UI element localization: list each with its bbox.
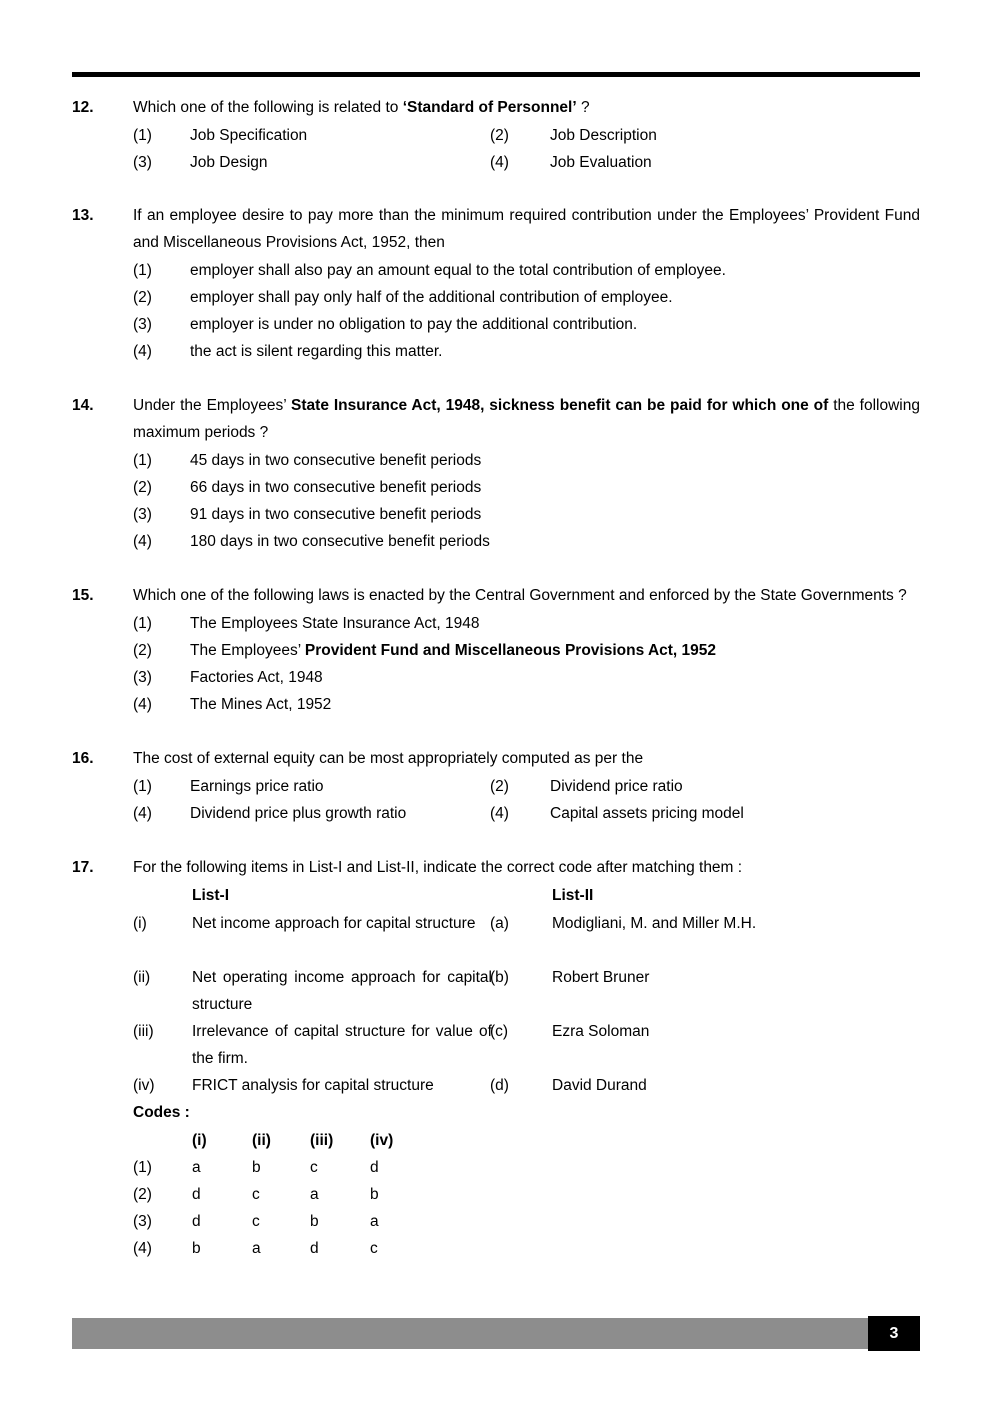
option-row[interactable] [133,284,920,311]
options-16 [72,773,920,827]
question-block-15 [72,582,920,718]
question-block-16 [72,745,920,827]
codes-table [72,1127,920,1262]
question-stem-17 [72,854,920,881]
question-number-13: 13. [72,207,94,224]
option-text-3[interactable]: 91 days in two consecutive benefit periods [190,506,482,523]
codes-value: b [192,1240,201,1257]
option-text-2-bold: Provident Fund and Miscellaneous Provisions Act, 1952 [304,642,717,659]
matching-lists [72,882,920,1099]
stem-text-15: Which one of the following laws is enacted by the Central Government and enforced by the State Governments ? [133,587,907,604]
option-text-4[interactable]: the act is silent regarding this matter. [190,343,443,360]
question-stem-15 [72,582,920,609]
option-row[interactable] [133,691,920,718]
option-text-1[interactable]: The Employees State Insurance Act, 1948 [190,615,480,632]
codes-value: d [192,1186,201,1203]
question-block-14 [72,392,920,555]
option-row[interactable] [133,447,920,474]
codes-value: c [370,1240,378,1257]
match-left-text-iii: Irrelevance of capital structure for value of the firm. [192,1023,492,1067]
option-text-1[interactable]: 45 days in two consecutive benefit periods [190,452,482,469]
question-stem-14 [72,392,920,446]
match-left-text-iv: FRICT analysis for capital structure [192,1077,434,1094]
match-letter-b: (b) [490,969,509,986]
option-row[interactable] [133,311,920,338]
match-right-text-d: David Durand [552,1077,647,1094]
footer-bar [72,1318,920,1349]
match-letter-d: (d) [490,1077,509,1094]
option-text-2[interactable]: Job Description [550,127,657,144]
option-label-1[interactable]: (1) [133,262,152,279]
codes-option-label-2[interactable]: (2) [133,1186,152,1203]
match-right-text-a: Modigliani, M. and Miller M.H. [552,915,757,932]
codes-value: a [310,1186,319,1203]
options-14 [72,447,920,555]
match-roman-i: (i) [133,915,147,932]
option-text-3[interactable]: Factories Act, 1948 [190,669,323,686]
match-letter-a: (a) [490,915,509,932]
codes-header-iii: (iii) [310,1132,334,1149]
match-row [133,1072,920,1099]
options-13 [72,257,920,365]
codes-row[interactable] [133,1208,920,1235]
question-block-13 [72,202,920,365]
codes-value: d [192,1213,201,1230]
option-row [133,149,920,176]
option-row[interactable] [133,637,920,664]
match-row [133,910,920,964]
codes-row[interactable] [133,1181,920,1208]
question-number-12: 12. [72,99,94,116]
option-label-3[interactable]: (4) [133,805,152,822]
match-left-text-ii: Net operating income approach for capital structure [192,969,492,1013]
codes-title: Codes : [133,1104,190,1121]
list-headers [133,882,920,910]
option-label-2[interactable]: (2) [133,642,152,659]
option-label-3[interactable]: (3) [133,506,152,523]
codes-option-label-3[interactable]: (3) [133,1213,152,1230]
option-label-1[interactable]: (1) [133,127,152,144]
stem-text-bold-14: State Insurance Act, 1948, sickness benefit can be paid for which one of [291,397,829,414]
option-text-4[interactable]: 180 days in two consecutive benefit periods [190,533,490,550]
option-row[interactable] [133,501,920,528]
codes-header-ii: (ii) [252,1132,271,1149]
option-text-4[interactable]: Capital assets pricing model [550,805,744,822]
options-15 [72,610,920,718]
option-row [133,122,920,149]
stem-text-pre-12: Which one of the following is related to [133,99,403,116]
match-roman-iv: (iv) [133,1077,155,1094]
option-text-3[interactable]: Job Design [190,154,268,171]
codes-value: a [192,1159,201,1176]
stem-text-17: For the following items in List-I and List-II, indicate the correct code after matching them : [133,859,743,876]
question-number-16: 16. [72,750,94,767]
page-number: 3 [868,1316,920,1351]
option-text-1[interactable]: Job Specification [190,127,308,144]
match-right-text-c: Ezra Soloman [552,1023,650,1040]
match-letter-c: (c) [490,1023,509,1040]
list-2-header: List-II [552,887,594,904]
option-text-1[interactable]: employer shall also pay an amount equal to the total contribution of employee. [190,262,726,279]
option-label-4[interactable]: (4) [133,696,152,713]
codes-value: b [370,1186,379,1203]
list-1-header: List-I [192,887,230,904]
option-text-4[interactable]: The Mines Act, 1952 [190,696,332,713]
options-12 [72,122,920,176]
codes-value: a [252,1240,261,1257]
option-label-4[interactable]: (4) [490,154,509,171]
question-stem-16 [72,745,920,772]
option-label-3[interactable]: (3) [133,316,152,333]
question-number-17: 17. [72,859,94,876]
match-row [133,964,920,1018]
option-text-1[interactable]: Earnings price ratio [190,778,324,795]
match-left-text-i: Net income approach for capital structure [192,915,476,932]
option-text-2[interactable]: employer shall pay only half of the additional contribution of employee. [190,289,673,306]
codes-value: c [310,1159,318,1176]
option-row[interactable] [133,474,920,501]
codes-option-label-1[interactable]: (1) [133,1159,152,1176]
question-stem-12 [72,94,920,121]
question-block-17 [72,854,920,1262]
option-text-2[interactable]: Dividend price ratio [550,778,683,795]
stem-text-post-14: the following maximum periods ? [133,397,920,441]
match-right-text-b: Robert Bruner [552,969,650,986]
option-label-3[interactable]: (3) [133,154,152,171]
option-label-2[interactable]: (2) [490,778,509,795]
codes-value: b [310,1213,319,1230]
option-label-2[interactable]: (2) [133,289,152,306]
codes-value: d [310,1240,319,1257]
option-text-3[interactable]: Dividend price plus growth ratio [190,805,407,822]
option-row [133,800,920,827]
header-rule [72,72,920,78]
codes-value: c [252,1186,260,1203]
option-row[interactable] [133,664,920,691]
option-text-3[interactable]: employer is under no obligation to pay the additional contribution. [190,316,638,333]
option-row[interactable] [133,610,920,637]
stem-text-post-12: ? [576,99,590,116]
questions-container [72,94,920,1284]
option-row[interactable] [133,338,920,365]
match-row [133,1018,920,1072]
option-text-2[interactable] [190,637,716,664]
option-label-2[interactable]: (2) [133,479,152,496]
stem-text-pre-14: Under the Employees’ [133,397,292,414]
codes-header-iv: (iv) [370,1132,394,1149]
option-label-1[interactable]: (1) [133,778,152,795]
codes-value: c [252,1213,260,1230]
option-row [133,773,920,800]
question-number-15: 15. [72,587,94,604]
codes-header-row [133,1127,920,1154]
option-label-2[interactable]: (2) [490,127,509,144]
question-number-14: 14. [72,397,94,414]
match-roman-iii: (iii) [133,1023,154,1040]
codes-header-i: (i) [192,1132,207,1149]
option-row[interactable] [133,257,920,284]
question-stem-13 [72,202,920,256]
codes-option-label-4[interactable]: (4) [133,1240,152,1257]
option-label-4[interactable]: (4) [133,343,152,360]
option-text-2[interactable]: 66 days in two consecutive benefit periods [190,479,482,496]
codes-value: b [252,1159,261,1176]
option-row[interactable] [133,528,920,555]
option-text-2-pre: The Employees’ [190,642,305,659]
option-label-1[interactable]: (1) [133,452,152,469]
stem-text-13: If an employee desire to pay more than the minimum required contribution under the Employees’ Provident Fund and Miscellaneous Provisions Act, 1952, then [133,207,920,251]
codes-value: d [370,1159,379,1176]
option-text-4[interactable]: Job Evaluation [550,154,652,171]
stem-text-bold-12: ‘Standard of Personnel’ [402,99,577,116]
option-label-3[interactable]: (3) [133,669,152,686]
option-label-1[interactable]: (1) [133,615,152,632]
question-block-12 [72,94,920,176]
codes-row[interactable] [133,1235,920,1262]
stem-text-16: The cost of external equity can be most appropriately computed as per the [133,750,644,767]
option-label-4[interactable]: (4) [133,533,152,550]
match-roman-ii: (ii) [133,969,151,986]
codes-value: a [370,1213,379,1230]
option-label-4[interactable]: (4) [490,805,509,822]
codes-row[interactable] [133,1154,920,1181]
